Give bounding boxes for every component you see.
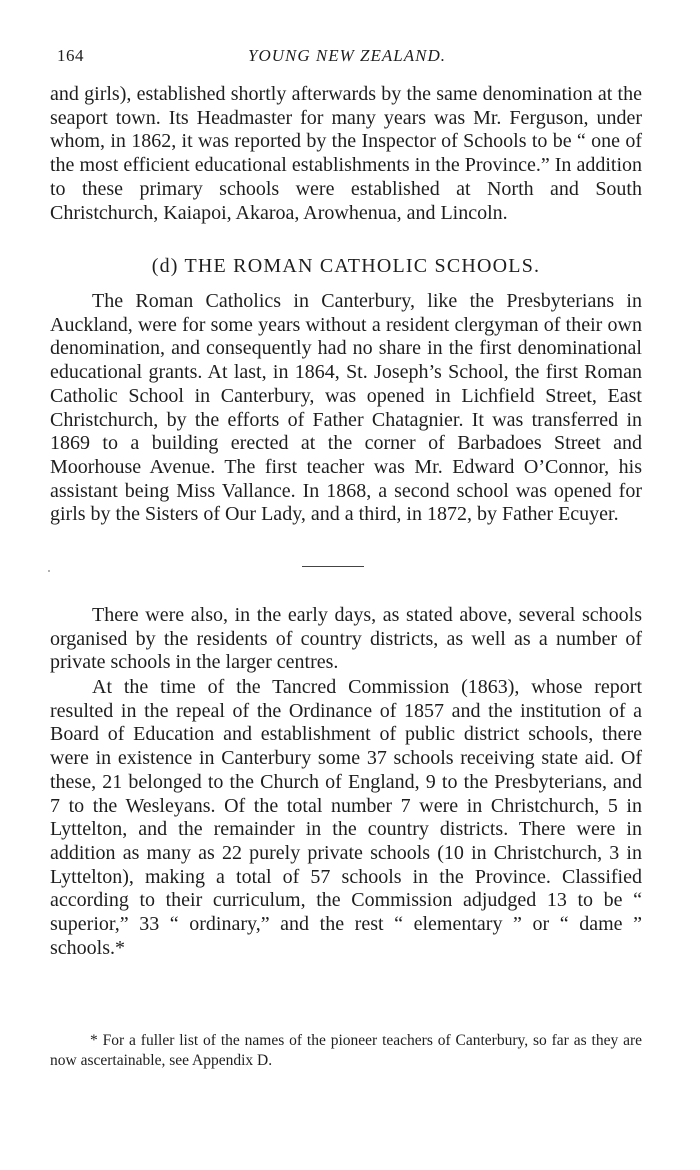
page-number: 164 xyxy=(57,46,84,65)
stray-mark xyxy=(48,570,50,572)
paragraph-roman-catholics: The Roman Catholics in Canterbury, like the Presbyterians in Auckland, were for some years without a resident clergyman of their own denomination, and consequently had no share in the first denominational educational grants. At last, in 1864, St. Joseph’s School, the first Roman Catholic School in Canterbury, was opened in Lichfield Street, East Christchurch, by the efforts of Father Chatagnier. It was transferred in 1869 to a building erected at the corner of Barbadoes Street and Moorhouse Avenue. The first teacher was Mr. Edward O’Connor, his assistant being Miss Vallance. In 1868, a second school was opened for girls by the Sisters of Our Lady, and a third, in 1872, by Father Ecuyer. xyxy=(50,290,642,526)
paragraph-country-schools: There were also, in the early days, as stated above, several schools organised by the residents of country districts, as well as a number of private schools in the larger centres. xyxy=(50,604,642,674)
paragraph-continuation: and girls), established shortly afterwards by the same denomination at the seaport town. Its Headmaster for many years was Mr. Ferguson, under whom, in 1862, it was reported by the Inspector of Schools to be “ one of the most efficient educational establishments in the Province.” In addition to these primary schools were established at North and South Christchurch, Kaiapoi, Akaroa, Arowhenua, and Lincoln. xyxy=(50,83,642,224)
footnote: * For a fuller list of the names of the pioneer teachers of Canterbury, so far as they are now ascertainable, see Appendix D. xyxy=(50,1032,642,1069)
section-heading: (d) THE ROMAN CATHOLIC SCHOOLS. xyxy=(151,255,541,277)
paragraph-tancred-commission: At the time of the Tancred Commission (1863), whose report resulted in the repeal of the Ordinance of 1857 and the institution of a Board of Education and establishment of public district schools, there were in existence in Canterbury some 37 schools receiving state aid. Of these, 21 belonged to the Church of England, 9 to the Presbyterians, and 7 to the Wesleyans. Of the total number 7 were in Christchurch, 5 in Lyttelton, and the remainder in the country districts. There were in addition as many as 22 purely private schools (10 in Christchurch, 3 in Lyttelton), making a total of 57 schools in the Province. Classified according to their curriculum, the Commission adjudged 13 to be “ superior,” 33 “ ordinary,” and the rest “ elementary ” or “ dame ” schools.* xyxy=(50,676,642,959)
running-title: YOUNG NEW ZEALAND. xyxy=(248,46,446,65)
section-divider xyxy=(302,566,364,567)
